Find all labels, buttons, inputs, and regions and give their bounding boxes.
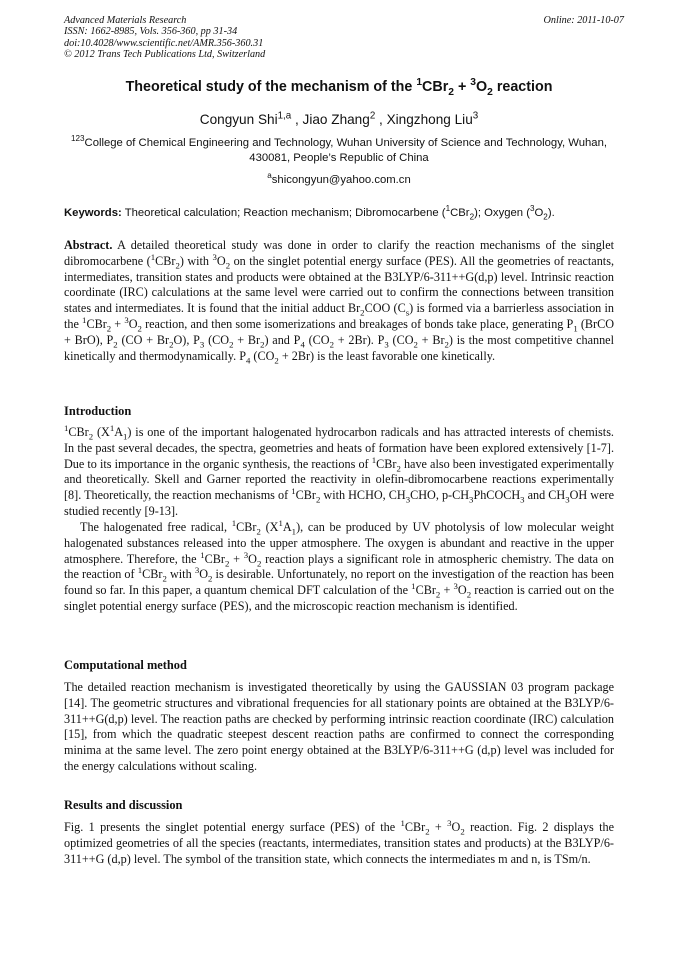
- section-heading-introduction: Introduction: [64, 404, 132, 418]
- abstract-label: Abstract.: [64, 238, 113, 252]
- author-list: Congyun Shi$^{1,a}$ , Jiao Zhang$^2$ , Xingzhong Liu$^3$: [199, 110, 479, 127]
- affiliation: $^{123}$College of Chemical Engineering and Technology, Wuhan University of Science and Technology, Wuhan, 430081, People’s Republic of China: [70, 134, 608, 164]
- keywords: Keywords: Theoretical calculation; Reaction mechanism; Dibromocarbene ($^1$CBr$_2$); Oxygen $(^3O_2)$.: [64, 204, 555, 222]
- keywords-label: Keywords:: [64, 207, 122, 219]
- author-name: , Jiao Zhang: [291, 112, 370, 127]
- introduction-paragraph-1: $^1$CBr$_2$ $(X^1A_1)$ is one of the important halogenated hydrocarbon radicals and has attracted interests of chemists. In the past several decades, the spectra, geometries and heats of formation have been explored extensively [1-7]. Due to its importance in the organic synthesis, the reactions of $^1$CBr$_2$ have also been investigated experimentally and theoretically. Skell and Garner reported the reactivity in olefin-dibromocarbene reactions experimentally [8]. Theoretically, the reaction mechanisms of $^1$CBr$_2$ with HCHO, $CH_3CHO$, $p-CH_3PhCOCH_3$ and $CH_3OH$ were studied recently [9-13].: [64, 422, 614, 518]
- section-heading-method: Computational method: [64, 658, 187, 672]
- journal-header: [64, 15, 624, 61]
- issn-line: ISSN: 1662-8985, Vols. 356-360, pp 31-34: [64, 26, 238, 38]
- doi-line: doi:10.4028/www.scientific.net/AMR.356-360.31: [64, 37, 264, 49]
- section-heading-results: Results and discussion: [64, 798, 183, 812]
- introduction-paragraph-2: The halogenated free radical, $^1$CBr$_2$ $(X^1A_1)$, can be produced by UV photolysis of low molecular weight halogenated substances released into the upper atmosphere. The oxygen is abundant and reactive in the upper atmosphere. Therefore, the $^1CBr_2 + ^3O_2$ reaction plays a significant role in atmospheric chemistry. The data on the reaction of $^1$CBr$_2$ with $^3O_2$ is desirable. Unfortunately, no report on the investigation of the reaction has been found so far. In this paper, a quantum chemical DFT calculation of the $^1CBr_2 + ^3O_2$ reaction is carried out on the singlet potential energy surface (PES), and the microscopic reaction mechanism is identified.: [64, 517, 615, 613]
- author-email: $^a$shicongyun@yahoo.com.cn: [267, 171, 411, 186]
- abstract: Abstract. A detailed theoretical study was done in order to clarify the reaction mechanisms of the singlet dibromocarbene ($^1$CBr$_2$) with $^3O_2$ on the singlet potential energy surface (PES). All the geometries of reactants, intermediates, transition states and products were obtained at the B3LYP/6-311++G(d,p) level. Intrinsic reaction coordinate (IRC) calculations at the same level were carried out to confirm the connections between transition states and intermediates. It is found that the initial adduct $Br_2COO$ $(C_s)$ is formed via a barrierless association in the $^1CBr_2 + ^3O_2$ reaction, and then some isomerizations and breakages of bonds take place, generating $P_1$ (BrCO + BrO), $P_2$ $(CO + Br_2O)$, $P_3$ $(CO_2 + Br_2)$ and $P_4$ $(CO_2 + 2Br)$. $P_3$ $(CO_2 + Br_2)$ is the most competitive channel kinetically and thermodynamically. $P_4$ $(CO_2 + 2Br)$ is the least favorable one kinetically.: [64, 238, 615, 366]
- author-name: Congyun Shi: [199, 112, 278, 127]
- results-paragraph: Fig. 1 presents the singlet potential energy surface (PES) of the $^1CBr_2 + ^3O_2$ reaction. Fig. 2 displays the optimized geometries of all the species (reactants, intermediates, transition states and products) at the B3LYP/6-311++G (d,p) level. The symbol of the transition state, which connects the intermediates m and n, is TSm/n.: [64, 817, 615, 866]
- paper-title: Theoretical study of the mechanism of the $^1CBr_2 + ^3O_2$ reaction: [125, 77, 553, 98]
- author-name: , Xingzhong Liu: [375, 112, 473, 127]
- copyright-line: © 2012 Trans Tech Publications Ltd, Switzerland: [64, 49, 266, 61]
- journal-name: Advanced Materials Research: [64, 15, 187, 26]
- online-date: Online: 2011-10-07: [543, 15, 624, 26]
- method-paragraph: The detailed reaction mechanism is investigated theoretically by using the GAUSSIAN 03 program package [14]. The geometric structures and vibrational frequencies for all stationary points are obtained at the B3LYP/6-311++G(d,p) level. The reaction paths are checked by performing intrinsic reaction coordinate (IRC) calculation [15], from which the quadratic steepest descent reaction paths are confirmed to connect the corresponding minima at the same level. The zero point energy obtained at the B3LYP/6-311++G (d,p) level was included for the energy calculations without scaling.: [64, 680, 614, 773]
